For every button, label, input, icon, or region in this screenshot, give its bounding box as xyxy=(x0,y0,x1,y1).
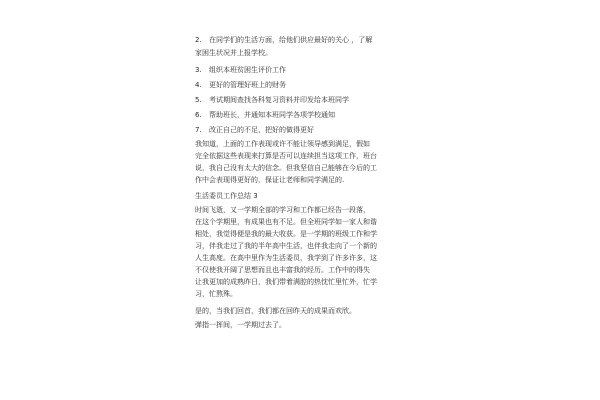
document-page xyxy=(195,33,410,332)
list-number: 5. xyxy=(195,96,202,104)
section-heading: 生活委员工作总结 3 xyxy=(195,192,258,200)
list-item xyxy=(195,108,410,123)
paragraph-line: 完全依据这些表现来打算是否可以连续担当这项工作，班台 xyxy=(195,152,377,160)
paragraph-line: 不仅使我开阔了思想而且也丰富我的经历。工作中的得失 xyxy=(195,266,370,274)
list-item xyxy=(195,93,410,108)
list-text: 帮助班长，并通知本班同学各项学校通知 xyxy=(209,111,335,119)
list-number: 4. xyxy=(195,81,202,89)
paragraph-3 xyxy=(195,304,410,332)
list-item xyxy=(195,33,410,48)
paragraph-line: 时间飞逝，又一学期全部的学习和工作都已经告一段落， xyxy=(195,206,370,214)
paragraph-line: 我知道，上面的工作表现或许不能让领导感到满足，假如 xyxy=(195,140,370,148)
paragraph-line: 是的，当我们回首，我们都在回昨天的成果而欢欣。 xyxy=(195,307,356,315)
list-number: 6. xyxy=(195,111,202,119)
paragraph-line: 习，忙熬殊。 xyxy=(195,290,237,298)
paragraph-line: 说，我自己没有太大的信念。但我坚信自己能够在今后的工 xyxy=(195,164,377,172)
list-text: 考试期间查找各科复习资料并印发给本班同学 xyxy=(209,96,349,104)
list-item-continuation: 家困生状况并上报学校。 xyxy=(195,49,272,57)
paragraph-line: 人生高度。在高中里作为生活委员，我学到了许多许多，这 xyxy=(195,254,377,262)
paragraph-line: 习，伴我走过了我的半年高中生活，也伴我走向了一个新的 xyxy=(195,242,377,250)
paragraph-line: 让我更加的成熟昨日，我们带着满腔的热忱忙里忙外，忙学 xyxy=(195,278,377,286)
list-text: 改正自己的不足，把好的做得更好 xyxy=(209,126,314,134)
list-item xyxy=(195,63,410,78)
list-item xyxy=(195,78,410,93)
numbered-list xyxy=(195,33,410,138)
list-number: 2. xyxy=(195,36,202,44)
paragraph-1 xyxy=(195,138,410,186)
list-text: 更好的管理好班上的财务 xyxy=(209,81,286,89)
paragraph-line: 在这个学期里，有成果也有不足。但全班同学如一家人和谐 xyxy=(195,218,377,226)
paragraph-line: 作中会表现得更好的，保证让老师和同学满足的. xyxy=(195,176,345,184)
list-text: 在同学们的生活方面，给他们供应最好的关心 ，了解 xyxy=(209,36,373,44)
paragraph-line: 相处，我觉得便是我的最大收获。是一学期的班级工作和学 xyxy=(195,230,377,238)
list-number: 7. xyxy=(195,126,202,134)
list-text: 组织本班贫困生评价工作 xyxy=(209,66,286,74)
paragraph-2 xyxy=(195,204,410,300)
list-item xyxy=(195,123,410,138)
list-number: 3. xyxy=(195,66,202,74)
paragraph-line: 弹指一挥间，一学期过去了。 xyxy=(195,321,286,329)
